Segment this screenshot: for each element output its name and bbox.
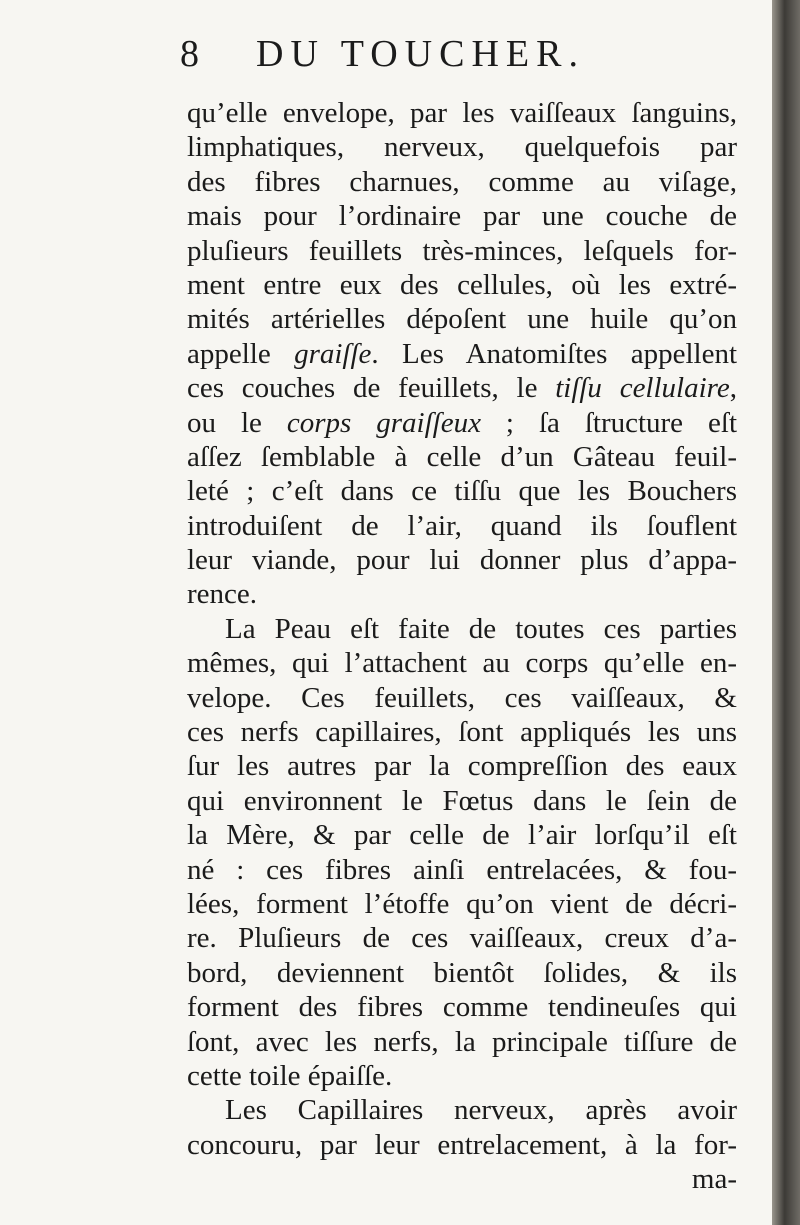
text-line: cette toile épaiſſe. [187,1059,393,1092]
text-line: leté ; c’eſt dans ce tiſſu que les Bouchers [187,475,737,508]
text-line: ſur les autres par la compreſſion des eaux [187,750,737,783]
running-title: DU TOUCHER. [256,33,585,75]
text-line: limphatiques, nerveux, quelquefois par [187,131,737,164]
page-number: 8 [180,33,199,75]
text-line: La Peau eſt faite de toutes ces parties [225,612,737,645]
italic-term: graiſſe [294,337,372,370]
text-line: la Mère, & par celle de l’air lorſqu’il eſt [187,819,737,852]
text-line: concouru, par leur entrelacement, à la for- [187,1128,737,1161]
text-line: ou le corps graiſſeux ; ſa ſtructure eſt [187,406,737,439]
text-line: bord, deviennent bientôt ſolides, & ils [187,956,737,989]
text-line: qu’elle envelope, par les vaiſſeaux ſanguins, [187,97,737,129]
text-line: lées, forment l’étoffe qu’on vient de décri- [187,887,737,920]
book-gutter-shadow [772,0,800,1225]
text-line: introduiſent de l’air, quand ils ſouflent [187,509,737,542]
text-line: aſſez ſemblable à celle d’un Gâteau feuil- [187,440,737,473]
text-line: des fibres charnues, comme au viſage, [187,165,737,198]
text-line: re. Pluſieurs de ces vaiſſeaux, creux d’a- [187,922,737,955]
text-line: ces nerfs capillaires, ſont appliqués les uns [187,716,737,749]
text-line: pluſieurs feuillets très-minces, leſquels for- [187,234,737,267]
italic-term: corps graiſſeux [286,406,481,439]
text-line: ment entre eux des cellules, où les extré- [187,268,737,301]
body-text [187,96,737,1197]
catchword: ma- [691,1163,737,1196]
text-line: qui environnent le Fœtus dans le ſein de [187,784,737,817]
text-line: ſont, avec les nerfs, la principale tiſſure de [187,1025,737,1058]
page-header [180,28,660,78]
text-line: mais pour l’ordinaire par une couche de [187,200,737,233]
text-line: appelle graiſſe. Les Anatomiſtes appellent [187,337,737,370]
text-line: Les Capillaires nerveux, après avoir [225,1094,737,1127]
text-line: leur viande, pour lui donner plus d’appa- [187,544,737,577]
text-line: ces couches de feuillets, le tiſſu cellulaire, [187,372,737,405]
text-line: forment des fibres comme tendineuſes qui [187,991,737,1024]
text-line: velope. Ces feuillets, ces vaiſſeaux, & [187,681,737,714]
text-line: rence. [187,578,258,611]
text-line: mités artérielles dépoſent une huile qu’on [187,303,737,336]
text-line: mêmes, qui l’attachent au corps qu’elle en- [187,647,737,680]
text-line: né : ces fibres ainſi entrelacées, & fou- [187,853,737,886]
italic-term: tiſſu cellulaire [555,372,730,405]
